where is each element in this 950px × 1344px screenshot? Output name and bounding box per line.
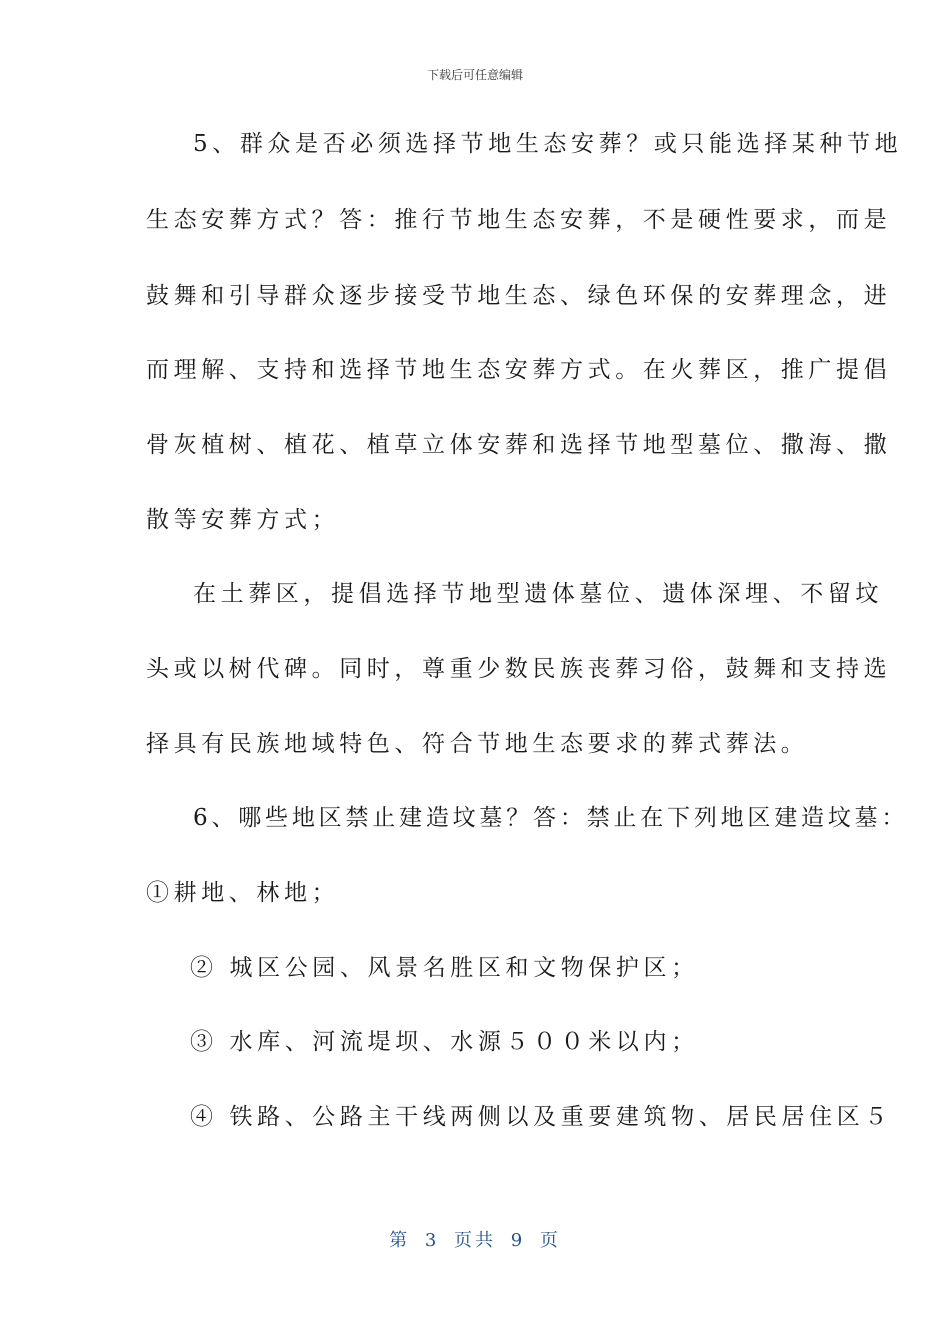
paragraph-line: 在土葬区，提倡选择节地型遗体墓位、遗体深埋、不留坟	[193, 581, 883, 607]
list-item: ①耕地、林地；	[146, 880, 340, 906]
page-header: 下载后可任意编辑	[426, 68, 523, 82]
paragraph-line: 散等安葬方式；	[146, 507, 340, 533]
paragraph-line: 鼓舞和引导群众逐步接受节地生态、绿色环保的安葬理念，进	[146, 283, 892, 309]
list-item: ④ 铁路、公路主干线两侧以及重要建筑物、居民居住区５	[190, 1104, 892, 1130]
list-item: ② 城区公园、风景名胜区和文物保护区；	[190, 955, 699, 981]
paragraph-line: 而理解、支持和选择节地生态安葬方式。在火葬区，推广提倡	[146, 357, 892, 383]
paragraph-line: 生态安葬方式？答：推行节地生态安葬，不是硬性要求，而是	[146, 207, 892, 233]
paragraph-line: 骨灰植树、植花、植草立体安葬和选择节地型墓位、撒海、撒	[146, 432, 892, 458]
paragraph-line: 择具有民族地域特色、符合节地生态要求的葬式葬法。	[146, 731, 809, 757]
page-number: 第 3 页共 9 页	[389, 1230, 561, 1251]
paragraph-line: 5、群众是否必须选择节地生态安葬？或只能选择某种节地	[193, 131, 903, 157]
paragraph-line: 头或以树代碑。同时，尊重少数民族丧葬习俗，鼓舞和支持选	[146, 656, 892, 682]
list-item: ③ 水库、河流堤坝、水源５００米以内；	[190, 1029, 699, 1055]
paragraph-line: 6、哪些地区禁止建造坟墓？答：禁止在下列地区建造坟墓：	[193, 805, 909, 831]
